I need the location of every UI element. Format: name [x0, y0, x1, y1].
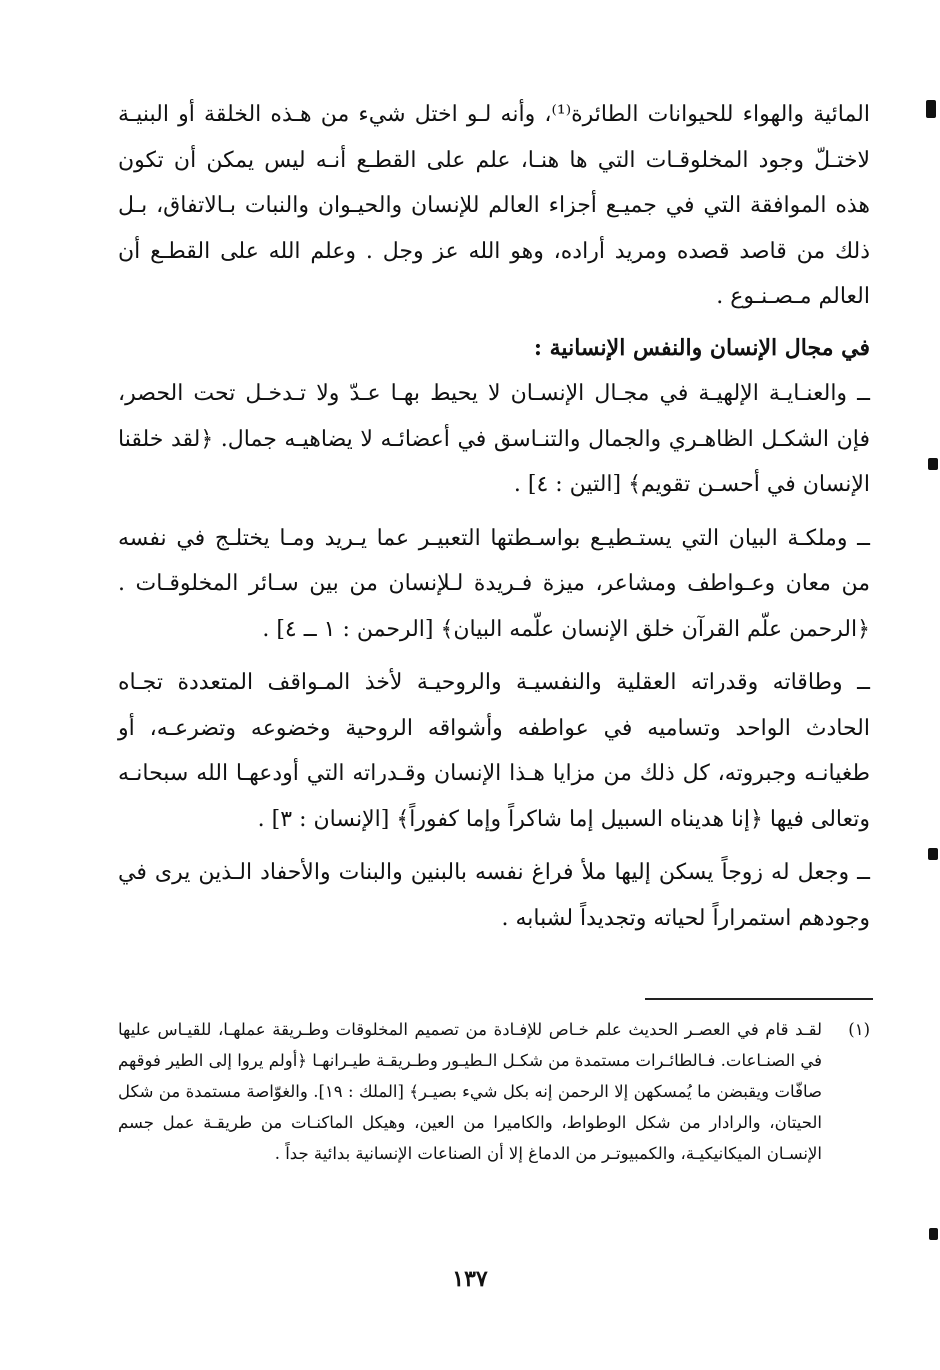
page-number: ١٣٧ — [452, 1266, 488, 1292]
footnote-text: لقـد قام في العصـر الحديث علم خـاص للإفـادة من تصميم المخلوقات وطـريقة عملهـا، للقيـاس عليها في الصنـاعات. فـالطائـرات مستمدة من شكـل الـطيـور وطـريقـة طيـرانهـا ﴿أولم يروا إلى الطير فوقهم صافّات ويقبضن ما يُمسكهن إلا الرحمن إنه بكل شيء بصيـر﴾ [الملك : ١٩]. والغوّاصة مستمدة من شكل الحيتان، والرادار من شكل الوطواط، والكاميرا من العين، وهيكل الماكنـات من طريقـة عمل جسم الإنسـان الميكانيكيـة، والكمبيوتـر من الدماغ إلا أن الصناعات الإنسانية بدائية جداً . — [118, 1020, 822, 1163]
footnote — [118, 1014, 870, 1169]
scan-edge-mark — [928, 458, 938, 470]
scan-edge-mark — [929, 1228, 938, 1240]
paragraph: ــ وملكـة البيان التي يستـطيـع بواسـطتها التعبيـر عما يـريد ومـا يختلـج في نفسه من معان وعـواطف ومشاعر، ميزة فـريدة لـلإنسان من بين سـائر المخلوقـات . ﴿الرحمن علّم القرآن خلق الإنسان علّمه البيان﴾ [الرحمن : ١ ــ ٤] . — [118, 525, 870, 642]
section-heading: في مجال الإنسان والنفس الإنسانية : — [533, 334, 870, 361]
scan-edge-mark — [928, 848, 938, 860]
footnote-separator — [645, 998, 873, 1000]
footnote-number: (١) — [848, 1020, 870, 1039]
paragraph: المائية والهواء للحيوانات الطائرة⁽¹⁾، وأنه لـو اختل شيء من هـذه الخلقة أو البنيـة لاختـلّ وجود المخلوقـات التي ها هنـا، علم على القطـع أنـه ليس يمكن أن تكون هذه الموافقة التي في جميـع أجزاء العالم للإنسان والحيـوان والنبات بـالاتفاق، بـل ذلك من قاصد قصده ومريد أراده، وهو الله عز وجل . وعلم الله على القطـع أن العالم مـصـنـوع . — [118, 102, 870, 309]
paragraph: ــ والعنـايـة الإلهيـة في مجـال الإنسـان لا يحيط بهـا عـدّ ولا تـدخـل تحت الحصر، فإن الشكـل الظاهـري والجمال والتنـاسق في أعضائـه لا يضاهيـه جمال. ﴿لقد خلقنا الإنسان في أحسـن تقويم﴾ [التين : ٤] . — [118, 381, 870, 497]
scan-edge-mark — [926, 100, 936, 118]
main-text — [118, 92, 870, 941]
paragraph: ــ وطاقاته وقدراته العقلية والنفسيـة والروحيـة لأخذ المـواقف المتعددة تجـاه الحادث الواحد وتساميه في عواطفه وأشواقه الروحية وخضوعه وتضرعـه، أو طغيانـه وجبروته، كل ذلك من مزايا هـذا الإنسان وقـدراته التي أودعهـا الله سبحانـه وتعالى فيها ﴿إنا هديناه السبيل إما شاكراً وإما كفوراً﴾ [الإنسان : ٣] . — [118, 670, 870, 832]
paragraph: ــ وجعل له زوجاً يسكن إليها ملأ فراغ نفسه بالبنين والبنات والأحفاد الـذين يرى في وجودهم استمراراً لحياته وتجديداً لشبابه . — [118, 860, 870, 931]
